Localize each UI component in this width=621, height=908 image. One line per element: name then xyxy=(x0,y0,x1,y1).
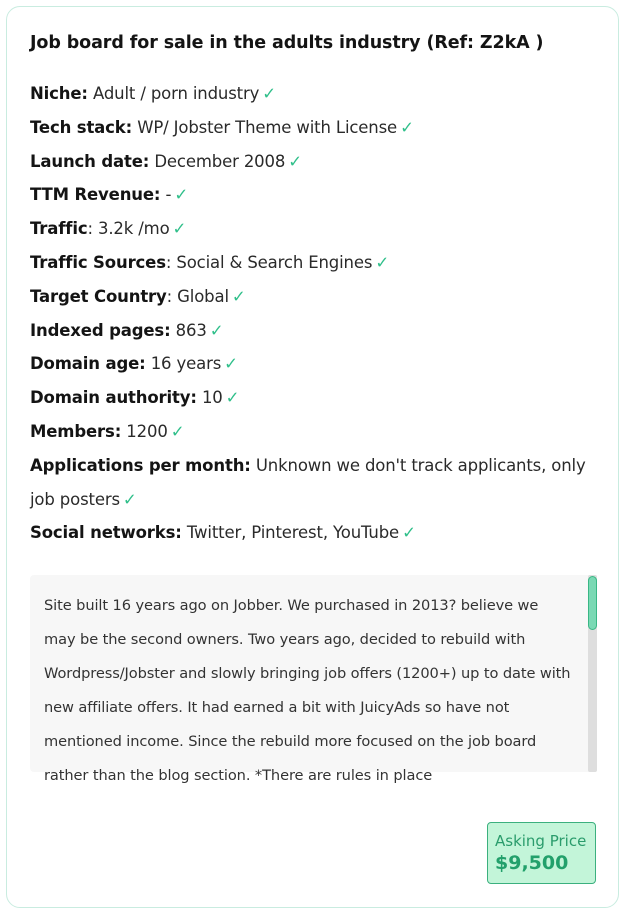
spec-label: Target Country xyxy=(30,286,167,306)
spec-label: Tech stack: xyxy=(30,117,133,137)
spec-value: Adult / porn industry xyxy=(93,84,260,103)
spec-social-networks xyxy=(30,516,590,550)
check-icon: ✓ xyxy=(122,489,137,509)
description-box[interactable] xyxy=(30,575,597,784)
spec-target-country xyxy=(30,280,590,314)
spec-list xyxy=(30,77,590,550)
check-icon: ✓ xyxy=(209,320,224,340)
spec-value: 10 xyxy=(201,388,223,408)
spec-value: 16 years xyxy=(150,354,222,374)
check-icon: ✓ xyxy=(400,117,414,137)
check-icon: ✓ xyxy=(224,354,238,374)
spec-value: 1200 xyxy=(126,421,168,441)
spec-launch-date xyxy=(30,145,590,179)
check-icon: ✓ xyxy=(225,388,240,408)
check-icon: ✓ xyxy=(402,523,416,543)
spec-value: WP/ Jobster Theme with License xyxy=(137,117,398,137)
check-icon: ✓ xyxy=(288,151,302,171)
spec-value: : 3.2k /mo xyxy=(87,219,170,239)
asking-price-badge xyxy=(487,822,596,884)
spec-traffic-sources xyxy=(30,246,590,280)
spec-value: Unknown we don't track applicants, only job posters xyxy=(30,455,586,509)
spec-label: Domain authority: xyxy=(30,388,197,408)
spec-ttm-revenue xyxy=(30,178,590,212)
spec-value: : Social & Search Engines xyxy=(165,252,373,272)
description-scrollbar[interactable] xyxy=(588,575,597,772)
spec-tech-stack xyxy=(30,111,590,145)
spec-value: 863 xyxy=(175,320,207,340)
spec-label: Launch date: xyxy=(30,151,150,171)
spec-domain-authority xyxy=(30,381,590,415)
spec-label: Niche: xyxy=(30,84,88,103)
spec-indexed-pages xyxy=(30,314,590,348)
spec-label: Traffic xyxy=(30,219,88,239)
spec-label: Applications per month: xyxy=(30,455,251,475)
spec-label: Members: xyxy=(30,421,122,441)
scrollbar-thumb[interactable] xyxy=(588,576,597,630)
listing-title: Job board for sale in the adults industry (Ref: Z2kA ) xyxy=(30,33,544,53)
spec-label: Social networks: xyxy=(30,523,182,543)
spec-value: December 2008 xyxy=(154,151,286,171)
description-text: Site built 16 years ago on Jobber. We purchased in 2013? believe we may be the second owners. Two years ago, decided to rebuild with Wordpress/Jobster and slowly bringing job offers (1200+) up to date with new affiliate offers. It had earned a bit with JuicyAds so have not mentioned income. Since the rebuild more focused on the job board rather than the blog section. *There are rules in place xyxy=(44,597,571,784)
spec-value: Twitter, Pinterest, YouTube xyxy=(186,523,400,543)
spec-niche xyxy=(30,77,590,111)
spec-label: TTM Revenue: xyxy=(30,185,161,205)
check-icon: ✓ xyxy=(174,185,188,205)
check-icon: ✓ xyxy=(172,219,187,239)
asking-price-label: Asking Price xyxy=(495,832,587,850)
spec-value: - xyxy=(165,185,172,205)
spec-label: Traffic Sources xyxy=(30,252,166,272)
spec-value: : Global xyxy=(166,286,229,306)
spec-applications-per-month xyxy=(30,449,590,517)
check-icon: ✓ xyxy=(375,252,390,272)
spec-traffic xyxy=(30,212,590,246)
spec-label: Domain age: xyxy=(30,354,146,374)
spec-domain-age xyxy=(30,347,590,381)
check-icon: ✓ xyxy=(262,84,276,103)
spec-members xyxy=(30,415,590,449)
check-icon: ✓ xyxy=(231,286,246,306)
spec-label: Indexed pages: xyxy=(30,320,171,340)
check-icon: ✓ xyxy=(170,421,185,441)
asking-price-value: $9,500 xyxy=(495,852,569,874)
listing-card xyxy=(6,6,619,908)
